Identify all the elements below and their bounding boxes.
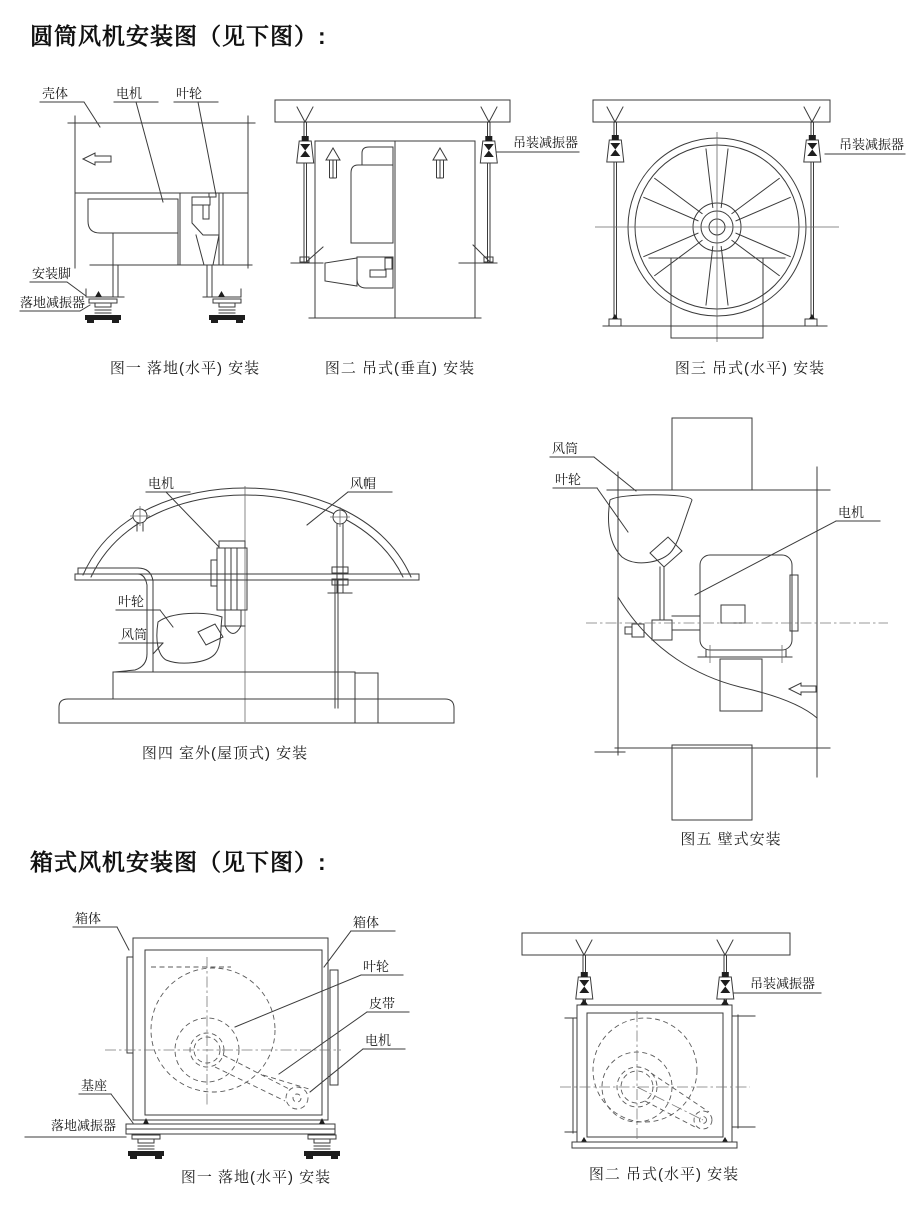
ceiling-slab (593, 100, 830, 122)
floor-damper-icon (85, 299, 121, 323)
fan-body (291, 141, 497, 318)
flow-arrow-icon (433, 148, 447, 178)
label-motor: 电机 (148, 476, 175, 491)
caption-cylindrical-hanging-horizontal: 图三 吊式(水平) 安装 (674, 360, 826, 377)
label-hanging-damper: 吊装减振器 (513, 135, 579, 150)
figure-roof-drawing (45, 455, 465, 755)
label-mounting-foot: 安装脚 (32, 266, 72, 281)
figure-wall (540, 405, 910, 835)
caption-box-hanging: 图二 吊式(水平) 安装 (588, 1166, 740, 1183)
flow-arrow-icon (789, 683, 816, 695)
label-duct: 风筒 (552, 441, 579, 456)
wind-duct (595, 467, 830, 777)
label-cabinet-right: 箱体 (353, 915, 380, 930)
hanging-damper-icon (480, 136, 497, 163)
label-impeller: 叶轮 (363, 959, 390, 974)
figure-cylindrical-floor-drawing (20, 82, 270, 334)
brick-wall (672, 745, 752, 820)
callouts (550, 441, 880, 595)
hanging-damper-icon (717, 972, 734, 999)
label-impeller: 叶轮 (555, 472, 582, 487)
label-hanging-damper: 吊装减振器 (750, 976, 816, 991)
floor-damper-icon (128, 1135, 164, 1159)
mounting-feet (86, 265, 241, 297)
v-anchor-icon (804, 107, 820, 122)
motor-assembly (211, 541, 247, 634)
label-impeller: 叶轮 (176, 86, 203, 101)
impeller-volute (560, 1011, 750, 1141)
label-impeller: 叶轮 (118, 594, 145, 609)
section-title-cylindrical: 圆筒风机安装图（见下图）: (30, 23, 327, 49)
hanging-damper-icon (297, 136, 314, 163)
hanging-damper-icon (804, 135, 821, 162)
caption-cylindrical-floor: 图一 落地(水平) 安装 (109, 360, 261, 377)
figure-box-hanging (488, 925, 910, 1170)
figure-hanging-vertical-drawing (263, 93, 585, 333)
hanging-damper-icon (576, 972, 593, 999)
motor-assembly (698, 555, 798, 711)
hanger-rods (583, 955, 727, 1005)
floor-damper-icon (209, 299, 245, 323)
impeller-assembly (192, 193, 223, 265)
cabinet (565, 999, 755, 1148)
figure-hanging-horizontal-drawing (583, 92, 910, 354)
base-platform (59, 672, 454, 723)
label-wind-cap: 风帽 (350, 476, 377, 491)
hanger-rods (614, 122, 814, 319)
v-anchor-icon (717, 940, 733, 955)
v-anchor-icon (576, 940, 592, 955)
label-motor: 电机 (838, 505, 865, 520)
callouts (25, 911, 409, 1137)
label-housing: 壳体 (42, 86, 69, 101)
v-anchor-icon (607, 107, 623, 122)
hanger-rods (304, 122, 490, 263)
floor-damper-icon (304, 1135, 340, 1159)
brick-wall (672, 418, 752, 490)
figure-cylindrical-hanging-vertical (263, 93, 585, 333)
fan-housing (68, 116, 255, 268)
flow-arrow-icon (326, 148, 340, 178)
fan-front-view (595, 132, 839, 342)
figure-wall-drawing (540, 405, 910, 835)
label-base: 基座 (81, 1078, 108, 1093)
impeller-blade (609, 495, 701, 640)
hanging-damper-icon (607, 135, 624, 162)
caption-wall: 图五 壁式安装 (680, 831, 782, 848)
figure-box-hanging-drawing (488, 925, 910, 1170)
caption-cylindrical-hanging-vertical: 图二 吊式(垂直) 安装 (324, 360, 476, 377)
impeller-volute (105, 957, 341, 1109)
label-hanging-damper: 吊装减振器 (839, 137, 905, 152)
figure-cylindrical-floor (20, 82, 270, 334)
figure-box-floor (25, 905, 445, 1165)
label-belt: 皮带 (369, 996, 396, 1011)
v-anchor-icon (481, 107, 497, 122)
v-anchor-icon (297, 107, 313, 122)
caption-box-floor: 图一 落地(水平) 安装 (180, 1169, 332, 1186)
ceiling-slab (522, 933, 790, 955)
section-title-box: 箱式风机安装图（见下图）: (30, 849, 327, 875)
flow-arrow-icon (83, 153, 111, 165)
impeller-blade (157, 613, 223, 663)
ceiling-slab (275, 100, 510, 122)
label-cabinet-left: 箱体 (75, 911, 102, 926)
label-motor: 电机 (116, 86, 143, 101)
label-motor: 电机 (365, 1033, 392, 1048)
figure-box-floor-drawing (25, 905, 445, 1165)
label-floor-damper: 落地减振器 (51, 1118, 117, 1133)
figure-cylindrical-hanging-horizontal (583, 92, 910, 354)
figure-roof (45, 455, 465, 755)
label-duct: 风筒 (121, 627, 148, 642)
caption-roof: 图四 室外(屋顶式) 安装 (141, 745, 309, 762)
label-floor-damper: 落地减振器 (20, 295, 86, 310)
fan-duct (78, 568, 338, 708)
